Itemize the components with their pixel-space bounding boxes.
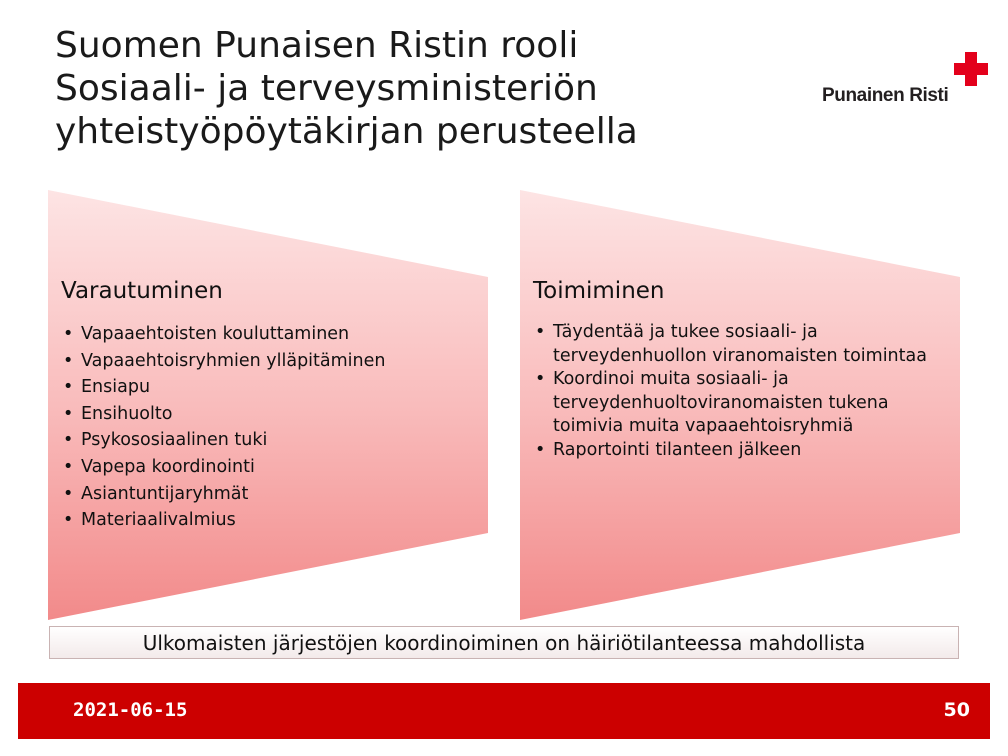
- list-item: • Asiantuntijaryhmät: [61, 481, 481, 508]
- list-item: • Täydentää ja tukee sosiaali- ja terveydenhuollon viranomaisten toimintaa: [533, 321, 933, 368]
- panel-heading: Toimiminen: [533, 278, 665, 304]
- list-item: • Ensihuolto: [61, 401, 481, 428]
- panel-heading: Varautuminen: [61, 278, 223, 304]
- bullet-list: [533, 321, 933, 462]
- title-line-1: Suomen Punaisen Ristin rooli: [55, 25, 579, 66]
- list-item: • Vapaaehtoisryhmien ylläpitäminen: [61, 348, 481, 375]
- page-number: 50: [943, 699, 970, 721]
- footer-date: 2021-06-15: [73, 699, 188, 721]
- panel-toimiminen: [533, 277, 933, 462]
- title-line-2: Sosiaali- ja terveysministeriön: [55, 68, 598, 109]
- list-item: • Materiaalivalmius: [61, 507, 481, 534]
- panel-varautuminen: [61, 277, 481, 534]
- list-item: • Vapepa koordinointi: [61, 454, 481, 481]
- list-item: • Ensiapu: [61, 374, 481, 401]
- list-item: • Raportointi tilanteen jälkeen: [533, 439, 933, 463]
- coordination-banner: Ulkomaisten järjestöjen koordinoiminen on häiriötilanteessa mahdollista: [49, 626, 959, 659]
- list-item: • Koordinoi muita sosiaali- ja terveydenhuoltoviranomaisten tukena toimivia muita vapaaehtoisryhmiä: [533, 368, 933, 439]
- footer-bar: [18, 683, 990, 739]
- bullet-list: [61, 321, 481, 534]
- title-line-3: yhteistyöpöytäkirjan perusteella: [55, 111, 638, 152]
- list-item: • Vapaaehtoisten kouluttaminen: [61, 321, 481, 348]
- list-item: • Psykososiaalinen tuki: [61, 427, 481, 454]
- logo-wordmark: Punainen Risti: [822, 85, 949, 106]
